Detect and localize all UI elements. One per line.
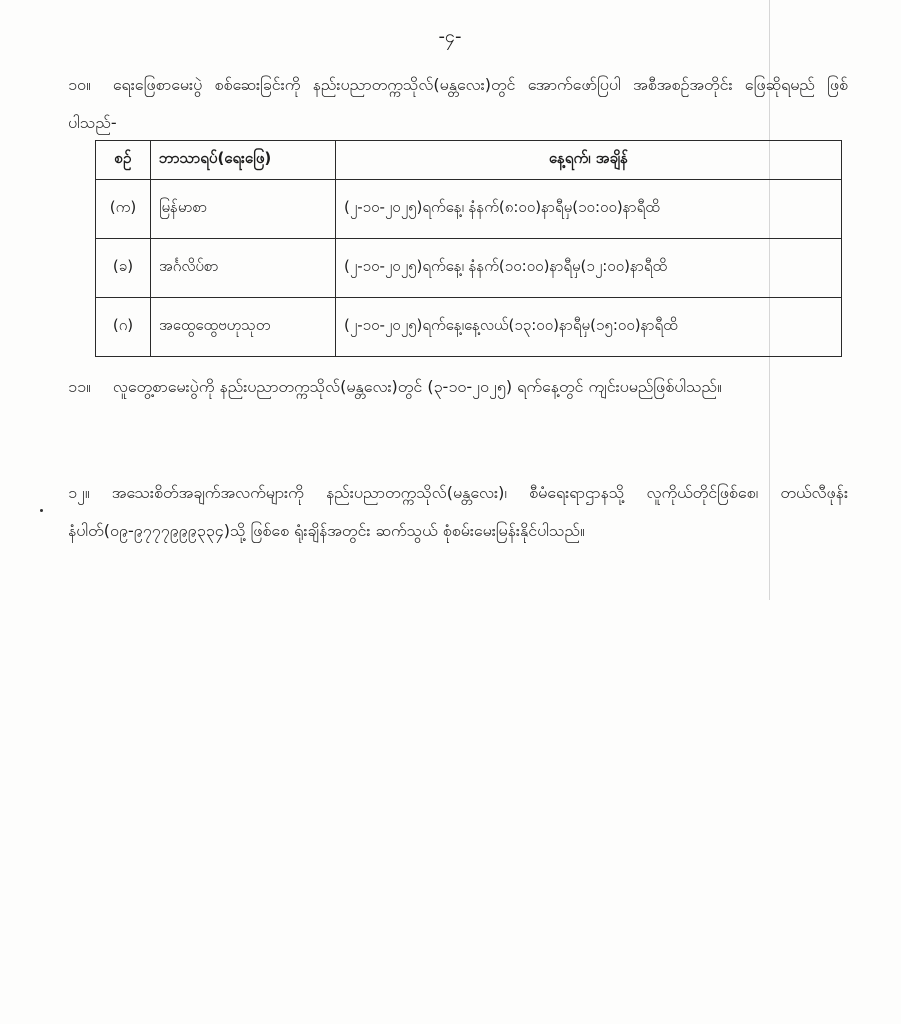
date-time-cell: (၂-၁၀-၂၀၂၅)ရက်နေ့၊ နံနက်(၁၀:၀၀)နာရီမှ(၁၂:၀၀)နာရီထိ [336, 239, 842, 298]
paragraph-11 [68, 368, 848, 406]
table-row [96, 180, 842, 239]
subject-cell: အင်္ဂလိပ်စာ [151, 239, 336, 298]
paragraph-12 [68, 474, 848, 550]
serial-no-cell: (ခ) [96, 239, 151, 298]
table-row [96, 298, 842, 357]
serial-no-cell: (ဂ) [96, 298, 151, 357]
table-header-row [96, 141, 842, 180]
header-serial-no: စဉ် [96, 141, 151, 180]
paragraph-number: ၁၁။ [68, 377, 91, 396]
table-row [96, 239, 842, 298]
paragraph-number: ၁၂။ [68, 483, 90, 502]
paragraph-text: ရေးဖြေစာမေးပွဲ စစ်ဆေးခြင်းကို နည်းပညာတက္ကသိုလ်(မန္တလေး)တွင် အောက်ဖော်ပြပါ အစီအစဉ်အတိုင်း ဖြေဆိုရမည် ဖြစ်ပါသည်- [68, 75, 848, 132]
paragraph-text: လူတွေ့စာမေးပွဲကို နည်းပညာတက္ကသိုလ်(မန္တလေး)တွင် (၃-၁၀-၂၀၂၅) ရက်နေ့တွင် ကျင်းပမည်ဖြစ်ပါသည်။ [112, 377, 722, 396]
paragraph-number: ၁၀။ [68, 75, 91, 94]
ink-speck [40, 509, 43, 512]
serial-no-cell: (က) [96, 180, 151, 239]
subject-cell: အထွေထွေဗဟုသုတ [151, 298, 336, 357]
page-number: -၄- [438, 26, 462, 47]
header-subject: ဘာသာရပ်(ရေးဖြေ) [151, 141, 336, 180]
header-date-time: နေ့ရက်၊ အချိန် [336, 141, 842, 180]
paragraph-text: အသေးစိတ်အချက်အလက်များကို နည်းပညာတက္ကသိုလ်(မန္တလေး)၊ စီမံရေးရာဌာနသို့ လူကိုယ်တိုင်ဖြစ်စေ၊ တယ်လီဖုန်းနံပါတ်(၀၉-၉၇၇၇၉၉၉၃၃၄)သို့ ဖြစ်စေ ရုံးချိန်အတွင်း ဆက်သွယ် စုံစမ်းမေးမြန်းနိုင်ပါသည်။ [68, 483, 848, 540]
date-time-cell: (၂-၁၀-၂၀၂၅)ရက်နေ့၊နေ့လယ်(၁၃:၀၀)နာရီမှ(၁၅:၀၀)နာရီထိ [336, 298, 842, 357]
paragraph-10 [68, 66, 848, 142]
subject-cell: မြန်မာစာ [151, 180, 336, 239]
date-time-cell: (၂-၁၀-၂၀၂၅)ရက်နေ့၊ နံနက်(၈:၀၀)နာရီမှ(၁၀:၀၀)နာရီထိ [336, 180, 842, 239]
exam-schedule-table [95, 140, 842, 357]
